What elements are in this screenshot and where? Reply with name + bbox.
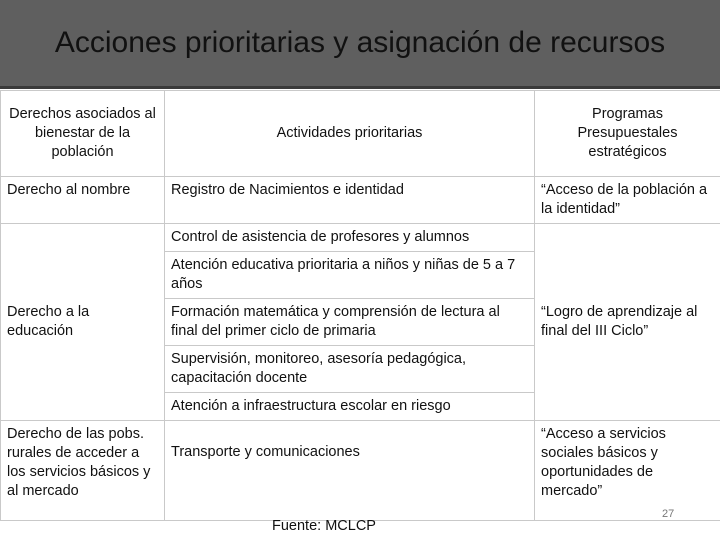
- cell-actividad-infraestructura: Atención a infraestructura escolar en riesgo: [165, 393, 535, 421]
- page-number: 27: [662, 508, 675, 520]
- cell-programa-aprendizaje: “Logro de aprendizaje al final del III Ciclo”: [535, 224, 720, 421]
- title-bar: [0, 0, 720, 89]
- cell-derecho-educacion: Derecho a la educación: [1, 224, 165, 421]
- table-row-nombre: [1, 177, 720, 224]
- table-row-rurales: [1, 421, 720, 521]
- header-programas: Programas Presupuestales estratégicos: [535, 91, 720, 177]
- cell-actividad-formacion-matematica: Formación matemática y comprensión de lectura al final del primer ciclo de primaria: [165, 299, 535, 346]
- cell-programa-identidad: “Acceso de la población a la identidad”: [535, 177, 720, 224]
- priority-actions-table: [0, 90, 720, 521]
- cell-actividad-control-asistencia: Control de asistencia de profesores y alumnos: [165, 224, 535, 252]
- cell-derecho-nombre: Derecho al nombre: [1, 177, 165, 224]
- header-actividades: Actividades prioritarias: [165, 91, 535, 177]
- source-note: Fuente: MCLCP: [272, 518, 376, 534]
- cell-programa-servicios: “Acceso a servicios sociales básicos y oportunidades de mercado”: [535, 421, 720, 521]
- cell-actividad-atencion-educativa: Atención educativa prioritaria a niños y niñas de 5 a 7 años: [165, 252, 535, 299]
- cell-actividad-registro: Registro de Nacimientos e identidad: [165, 177, 535, 224]
- table-row-educacion-1: [1, 224, 720, 252]
- cell-derecho-rurales: Derecho de las pobs. rurales de acceder a los servicios básicos y al mercado: [1, 421, 165, 521]
- slide-title: Acciones prioritarias y asignación de recursos: [54, 26, 666, 59]
- cell-actividad-transporte: Transporte y comunicaciones: [165, 421, 535, 521]
- cell-actividad-supervision: Supervisión, monitoreo, asesoría pedagógica, capacitación docente: [165, 346, 535, 393]
- table-header-row: [1, 91, 720, 177]
- header-derechos: Derechos asociados al bienestar de la población: [1, 91, 165, 177]
